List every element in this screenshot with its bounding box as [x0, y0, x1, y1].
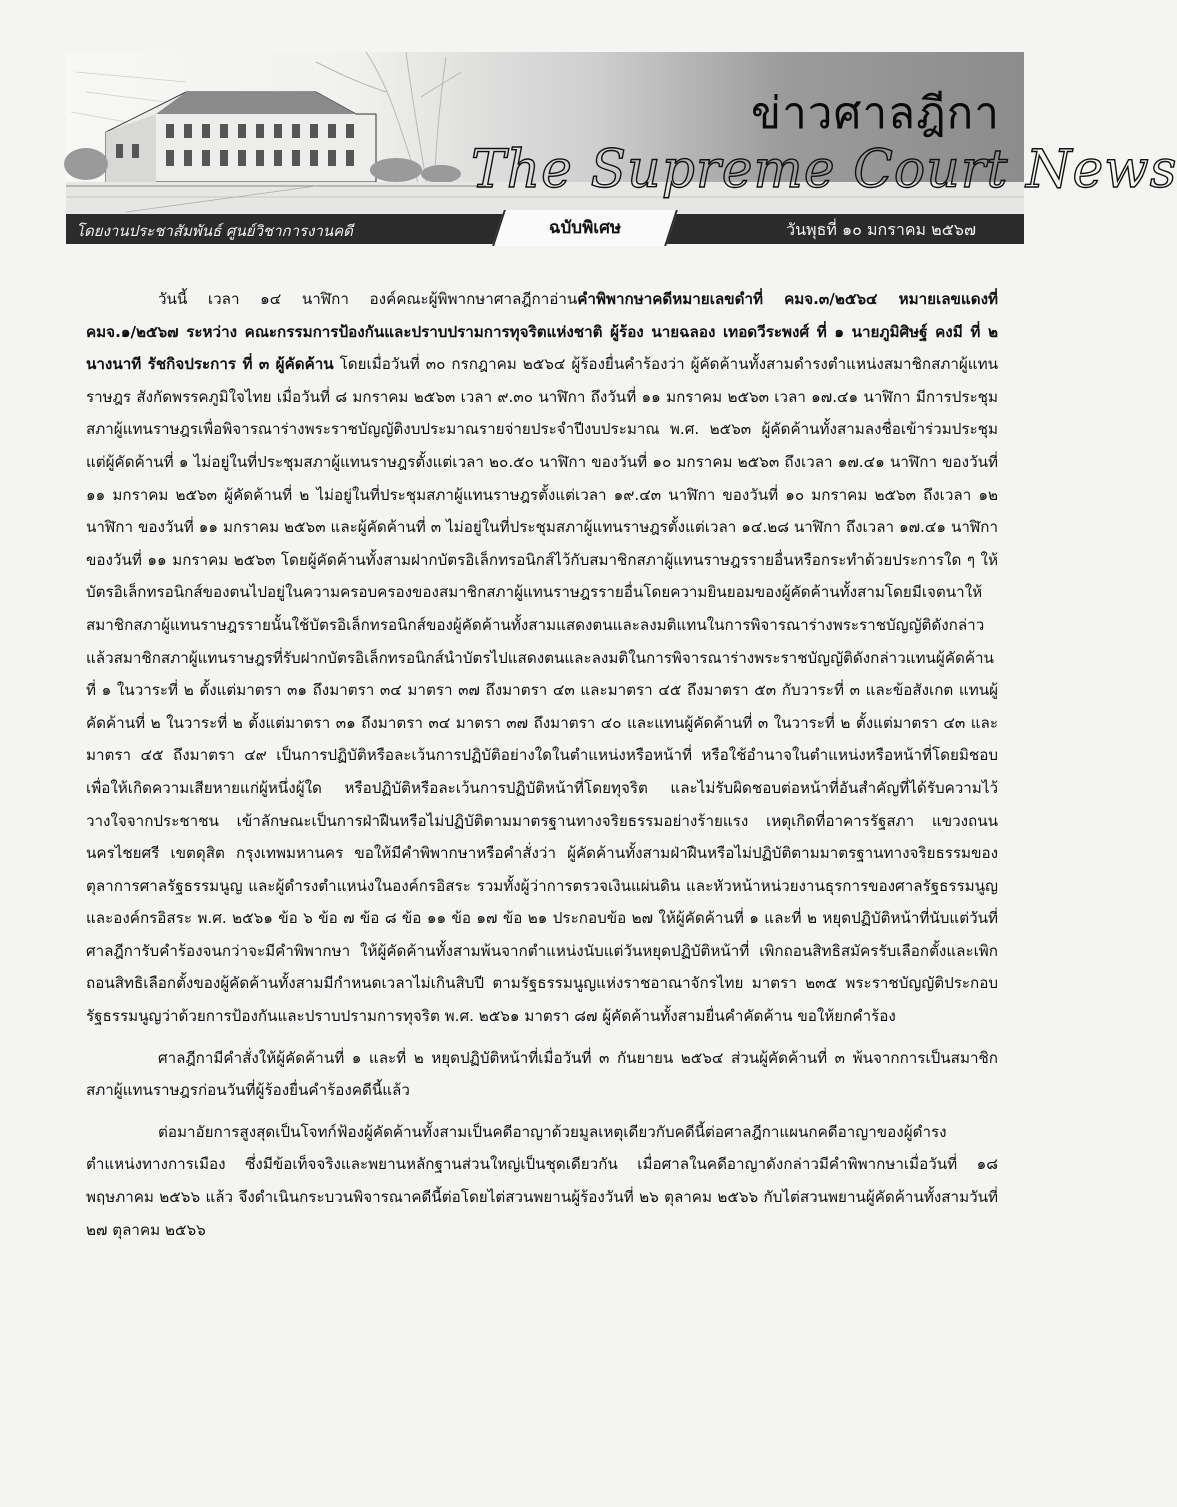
masthead — [66, 52, 1177, 214]
masthead-thai-title: ข่าวศาลฎีกา — [751, 88, 1000, 139]
paragraph-1 — [86, 283, 998, 1033]
paragraph-1-lead: วันนี้ เวลา ๑๔ นาฬิกา องค์คณะผู้พิพากษาศาลฎีกาอ่าน — [158, 290, 578, 308]
paragraph-1-body: โดยเมื่อวันที่ ๓๐ กรกฎาคม ๒๕๖๔ ผู้ร้องยื่นคำร้องว่า ผู้คัดค้านทั้งสามดำรงตำแหน่งสมาชิกสภาผู้แทนราษฎร สังกัดพรรคภูมิใจไทย เมื่อวันที่ ๘ มกราคม ๒๕๖๓ เวลา ๙.๓๐ นาฬิกา ถึงวันที่ ๑๑ มกราคม ๒๕๖๓ เวลา ๑๗.๔๑ นาฬิกา มีการประชุมสภาผู้แทนราษฎรเพื่อพิจารณาร่างพระราชบัญญัติงบประมาณรายจ่ายประจำปีงบประมาณ พ.ศ. ๒๕๖๓ ผู้คัดค้านทั้งสามลงชื่อเข้าร่วมประชุม แต่ผู้คัดค้านที่ ๑ ไม่อยู่ในที่ประชุมสภาผู้แทนราษฎรตั้งแต่เวลา ๒๐.๕๐ นาฬิกา ของวันที่ ๑๐ มกราคม ๒๕๖๓ ถึงเวลา ๑๗.๔๑ นาฬิกา ของวันที่ ๑๑ มกราคม ๒๕๖๓ ผู้คัดค้านที่ ๒ ไม่อยู่ในที่ประชุมสภาผู้แทนราษฎรตั้งแต่เวลา ๑๙.๔๓ นาฬิกา ของวันที่ ๑๐ มกราคม ๒๕๖๓ ถึงเวลา ๑๒ นาฬิกา ของวันที่ ๑๑ มกราคม ๒๕๖๓ และผู้คัดค้านที่ ๓ ไม่อยู่ในที่ประชุมสภาผู้แทนราษฎรตั้งแต่เวลา ๑๔.๒๘ นาฬิกา ถึงเวลา ๑๗.๔๑ นาฬิกา ของวันที่ ๑๑ มกราคม ๒๕๖๓ โดยผู้คัดค้านทั้งสามฝากบัตรอิเล็กทรอนิกส์ไว้กับสมาชิกสภาผู้แทนราษฎรรายอื่นหรือกระทำด้วยประการใด ๆ ให้บัตรอิเล็กทรอนิกส์ของตนไปอยู่ในความครอบครองของสมาชิกสภาผู้แทนราษฎรรายอื่นโดยความยินยอมของผู้คัดค้านทั้งสามโดยมีเจตนาให้สมาชิกสภาผู้แทนราษฎรรายนั้นใช้บัตรอิเล็กทรอนิกส์ของผู้คัดค้านทั้งสามแสดงตนและลงมติแทนในการพิจารณาร่างพระราชบัญญัติดังกล่าว แล้วสมาชิกสภาผู้แทนราษฎรที่รับฝากบัตรอิเล็กทรอนิกส์นำบัตรไปแสดงตนและลงมติในการพิจารณาร่างพระราชบัญญัติดังกล่าวแทนผู้คัดค้านที่ ๑ ในวาระที่ ๒ ตั้งแต่มาตรา ๓๑ ถึงมาตรา ๓๔ มาตรา ๓๗ ถึงมาตรา ๔๓ และมาตรา ๔๕ ถึงมาตรา ๕๓ กับวาระที่ ๓ และข้อสังเกต แทนผู้คัดค้านที่ ๒ ในวาระที่ ๒ ตั้งแต่มาตรา ๓๑ ถึงมาตรา ๓๔ มาตรา ๓๗ ถึงมาตรา ๔๐ และแทนผู้คัดค้านที่ ๓ ในวาระที่ ๒ ตั้งแต่มาตรา ๔๓ และมาตรา ๔๕ ถึงมาตรา ๔๙ เป็นการปฏิบัติหรือละเว้นการปฏิบัติอย่างใดในตำแหน่งหรือหน้าที่ หรือใช้อำนาจในตำแหน่งหรือหน้าที่โดยมิชอบ เพื่อให้เกิดความเสียหายแก่ผู้หนึ่งผู้ใด หรือปฏิบัติหรือละเว้นการปฏิบัติหน้าที่โดยทุจริต และไม่รับผิดชอบต่อหน้าที่อันสำคัญที่ได้รับความไว้วางใจจากประชาชน เข้าลักษณะเป็นการฝ่าฝืนหรือไม่ปฏิบัติตามมาตรฐานทางจริยธรรมอย่างร้ายแรง เหตุเกิดที่อาคารรัฐสภา แขวงถนนนครไชยศรี เขตดุสิต กรุงเทพมหานคร ขอให้มีคำพิพากษาหรือคำสั่งว่า ผู้คัดค้านทั้งสามฝ่าฝืนหรือไม่ปฏิบัติตามมาตรฐานทางจริยธรรมของตุลาการศาลรัฐธรรมนูญ และผู้ดำรงตำแหน่งในองค์กรอิสระ รวมทั้งผู้ว่าการตรวจเงินแผ่นดิน และหัวหน้าหน่วยงานธุรการของศาลรัฐธรรมนูญและองค์กรอิสระ พ.ศ. ๒๕๖๑ ข้อ ๖ ข้อ ๗ ข้อ ๘ ข้อ ๑๑ ข้อ ๑๗ ข้อ ๒๑ ประกอบข้อ ๒๗ ให้ผู้คัดค้านที่ ๑ และที่ ๒ หยุดปฏิบัติหน้าที่นับแต่วันที่ศาลฎีการับคำร้องจนกว่าจะมีคำพิพากษา ให้ผู้คัดค้านทั้งสามพ้นจากตำแหน่งนับแต่วันหยุดปฏิบัติหน้าที่ เพิกถอนสิทธิสมัครรับเลือกตั้งและเพิกถอนสิทธิเลือกตั้งของผู้คัดค้านทั้งสามมีกำหนดเวลาไม่เกินสิบปี ตามรัฐธรรมนูญแห่งราชอาณาจักรไทย มาตรา ๒๓๕ พระราชบัญญัติประกอบรัฐธรรมนูญว่าด้วยการป้องกันและปราบปรามการทุจริต พ.ศ. ๒๕๖๑ มาตรา ๘๗ ผู้คัดค้านทั้งสามยื่นคำคัดค้าน ขอให้ยกคำร้อง — [86, 355, 998, 1026]
masthead-english-title: The Supreme Court News — [471, 140, 1177, 200]
paragraph-2: ศาลฎีกามีคำสั่งให้ผู้คัดค้านที่ ๑ และที่ ๒ หยุดปฏิบัติหน้าที่เมื่อวันที่ ๓ กันยายน ๒๕๖๔ ส่วนผู้คัดค้านที่ ๓ พ้นจากการเป็นสมาชิกสภาผู้แทนราษฎรก่อนวันที่ผู้ร้องยื่นคำร้องคดีนี้แล้ว — [86, 1048, 998, 1100]
edition-label: ฉบับพิเศษ — [548, 218, 622, 238]
article-body — [86, 283, 998, 1246]
paragraph-3: ต่อมาอัยการสูงสุดเป็นโจทก์ฟ้องผู้คัดค้านทั้งสามเป็นคดีอาญาด้วยมูลเหตุเดียวกับคดีนี้ต่อศาลฎีกาแผนกคดีอาญาของผู้ดำรงตำแหน่งทางการเมือง ซึ่งมีข้อเท็จจริงและพยานหลักฐานส่วนใหญ่เป็นชุดเดียวกัน เมื่อศาลในคดีอาญาดังกล่าวมีคำพิพากษาเมื่อวันที่ ๑๘ พฤษภาคม ๒๕๖๖ แล้ว จึงดำเนินกระบวนพิจารณาคดีนี้ต่อโดยไต่สวนพยานผู้ร้องวันที่ ๒๖ ตุลาคม ๒๕๖๖ กับไต่สวนพยานผู้คัดค้านทั้งสามวันที่ ๒๗ ตุลาคม ๒๕๖๖ — [86, 1122, 998, 1239]
edition-tab — [492, 210, 678, 246]
masthead-banner — [66, 214, 1024, 244]
case-reference: คำพิพากษาคดีหมายเลขดำที่ คมจ.๓/๒๕๖๔ หมายเลขแดงที่ คมจ.๑/๒๕๖๗ ระหว่าง คณะกรรมการป้องกันและปราบปรามการทุจริตแห่งชาติ ผู้ร้อง นายฉลอง เทอดวีระพงศ์ ที่ ๑ นายภูมิศิษฐ์ คงมี ที่ ๒ นางนาที รัชกิจประการ ที่ ๓ ผู้คัดค้าน — [86, 290, 999, 374]
department-label: โดยงานประชาสัมพันธ์ ศูนย์วิชาการงานคดี — [76, 222, 353, 240]
issue-date: วันพุธที่ ๑๐ มกราคม ๒๕๖๗ — [786, 220, 976, 239]
